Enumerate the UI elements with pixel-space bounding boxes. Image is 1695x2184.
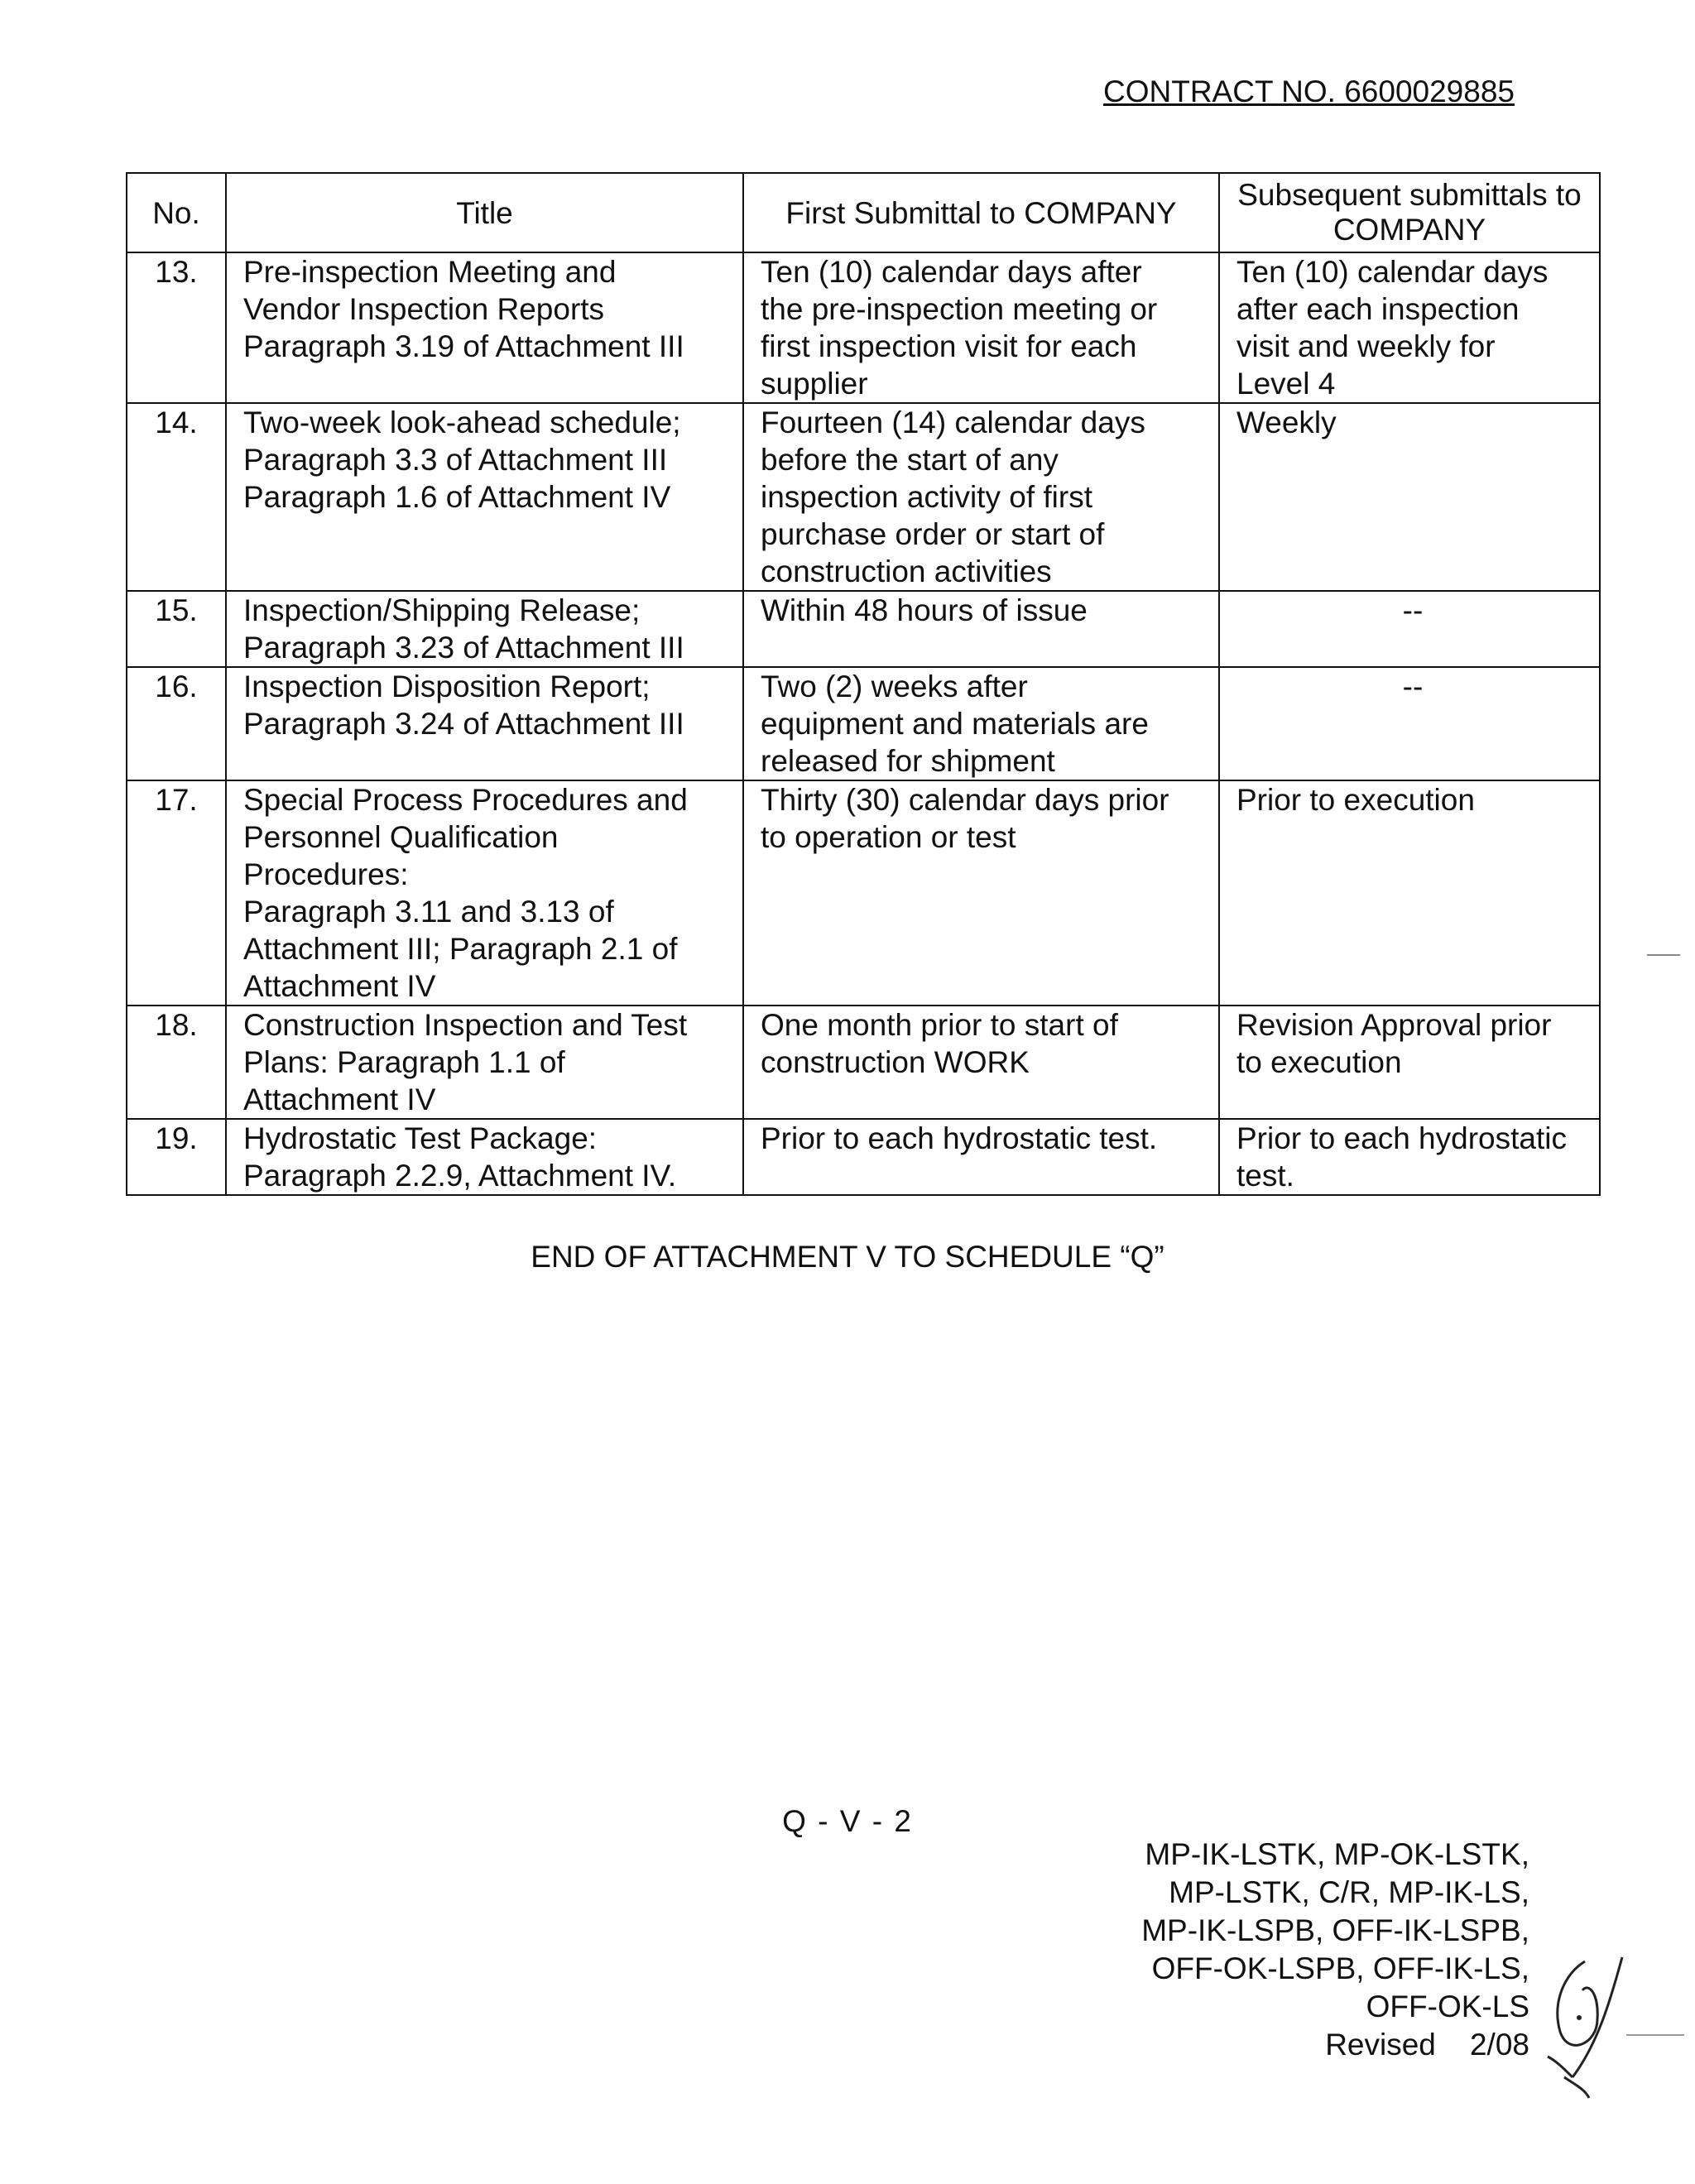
table-header xyxy=(127,173,1600,252)
margin-dash-mark xyxy=(1647,954,1680,956)
subsequent-submittal-line: Prior to execution xyxy=(1236,783,1475,817)
row-subsequent-submittals xyxy=(1219,403,1600,591)
row-title-line: Two-week look-ahead schedule; xyxy=(243,406,681,439)
row-first-submittal xyxy=(743,591,1219,667)
row-first-submittal xyxy=(743,1119,1219,1195)
footer-code-line: MP-IK-LSTK, MP-OK-LSTK, xyxy=(1145,1837,1529,1871)
first-submittal-line: Ten (10) calendar days after xyxy=(761,255,1142,289)
first-submittal-line: construction activities xyxy=(761,554,1052,588)
subsequent-submittal-line: visit and weekly for xyxy=(1236,329,1496,363)
subsequent-submittal-line: Ten (10) calendar days xyxy=(1236,255,1549,289)
first-submittal-line: Two (2) weeks after xyxy=(761,670,1028,703)
column-header-title: Title xyxy=(226,173,743,252)
row-title-line: Attachment IV xyxy=(243,1082,436,1116)
row-subsequent-submittals xyxy=(1219,1006,1600,1119)
column-header-subsequent-submittals: Subsequent submittals to COMPANY xyxy=(1219,173,1600,252)
footer-codes xyxy=(1141,1836,1529,2064)
header-row xyxy=(127,173,1600,252)
table-row xyxy=(127,591,1600,667)
row-title-line: Attachment IV xyxy=(243,969,436,1003)
row-title-line: Paragraph 3.3 of Attachment III xyxy=(243,443,668,477)
page-number: Q - V - 2 xyxy=(782,1804,913,1838)
table-row xyxy=(127,403,1600,591)
first-submittal-line: Prior to each hydrostatic test. xyxy=(761,1121,1158,1155)
row-first-submittal xyxy=(743,667,1219,780)
table-row xyxy=(127,1006,1600,1119)
row-title-line: Procedures: xyxy=(243,857,409,891)
first-submittal-line: One month prior to start of xyxy=(761,1008,1118,1042)
row-title-line: Inspection/Shipping Release; xyxy=(243,593,641,627)
row-number: 18. xyxy=(127,1006,226,1119)
first-submittal-line: released for shipment xyxy=(761,744,1055,778)
footer-code-line: MP-IK-LSPB, OFF-IK-LSPB, xyxy=(1141,1913,1529,1947)
row-title-line: Plans: Paragraph 1.1 of xyxy=(243,1045,565,1079)
row-title-line: Paragraph 3.19 of Attachment III xyxy=(243,329,684,363)
row-first-submittal xyxy=(743,780,1219,1006)
row-title-line: Paragraph 3.23 of Attachment III xyxy=(243,631,684,665)
row-title xyxy=(226,667,743,780)
row-title-line: Vendor Inspection Reports xyxy=(243,292,605,326)
row-title xyxy=(226,252,743,403)
row-first-submittal xyxy=(743,1006,1219,1119)
row-subsequent-submittals xyxy=(1219,780,1600,1006)
row-title xyxy=(226,1006,743,1119)
subsequent-submittal-line: Prior to each hydrostatic xyxy=(1236,1121,1567,1155)
subsequent-submittal-line: Level 4 xyxy=(1236,367,1336,401)
contract-number: CONTRACT NO. 6600029885 xyxy=(1103,74,1515,108)
first-submittal-line: construction WORK xyxy=(761,1045,1030,1079)
table-row xyxy=(127,252,1600,403)
row-number: 16. xyxy=(127,667,226,780)
first-submittal-line: supplier xyxy=(761,367,868,401)
subsequent-submittal-line: after each inspection xyxy=(1236,292,1520,326)
row-title-line: Paragraph 3.24 of Attachment III xyxy=(243,707,684,741)
first-submittal-line: inspection activity of first xyxy=(761,480,1092,514)
table-row xyxy=(127,1119,1600,1195)
first-submittal-line: Within 48 hours of issue xyxy=(761,593,1088,627)
row-number: 14. xyxy=(127,403,226,591)
first-submittal-line: before the start of any xyxy=(761,443,1059,477)
row-title-line: Construction Inspection and Test xyxy=(243,1008,688,1042)
table-row xyxy=(127,780,1600,1006)
footer-code-line: OFF-OK-LSPB, OFF-IK-LS, xyxy=(1151,1951,1529,1985)
row-number: 15. xyxy=(127,591,226,667)
column-header-first-submittal: First Submittal to COMPANY xyxy=(743,173,1219,252)
subsequent-submittal-line: Weekly xyxy=(1236,406,1337,439)
footer-code-line: MP-LSTK, C/R, MP-IK-LS, xyxy=(1169,1875,1529,1909)
row-subsequent-submittals xyxy=(1219,1119,1600,1195)
subsequent-submittal-line: -- xyxy=(1402,593,1424,627)
first-submittal-line: the pre-inspection meeting or xyxy=(761,292,1158,326)
first-submittal-line: first inspection visit for each xyxy=(761,329,1137,363)
first-submittal-line: Thirty (30) calendar days prior xyxy=(761,783,1169,817)
row-title-line: Attachment III; Paragraph 2.1 of xyxy=(243,932,678,966)
subsequent-submittal-line: test. xyxy=(1236,1159,1294,1193)
row-title xyxy=(226,1119,743,1195)
subsequent-submittal-line: -- xyxy=(1402,670,1424,703)
first-submittal-line: to operation or test xyxy=(761,820,1016,854)
row-title-line: Paragraph 3.11 and 3.13 of xyxy=(243,895,614,929)
column-header-no: No. xyxy=(127,173,226,252)
margin-dash-mark xyxy=(1626,2034,1684,2036)
row-first-submittal xyxy=(743,403,1219,591)
row-subsequent-submittals xyxy=(1219,667,1600,780)
row-number: 19. xyxy=(127,1119,226,1195)
end-of-attachment-note: END OF ATTACHMENT V TO SCHEDULE “Q” xyxy=(531,1240,1164,1274)
row-title xyxy=(226,591,743,667)
row-title-line: Hydrostatic Test Package: xyxy=(243,1121,598,1155)
subsequent-submittal-line: Revision Approval prior xyxy=(1236,1008,1552,1042)
first-submittal-line: equipment and materials are xyxy=(761,707,1149,741)
row-title xyxy=(226,403,743,591)
first-submittal-line: Fourteen (14) calendar days xyxy=(761,406,1145,439)
table-row xyxy=(127,667,1600,780)
row-title-line: Pre-inspection Meeting and xyxy=(243,255,617,289)
row-title-line: Paragraph 2.2.9, Attachment IV. xyxy=(243,1159,677,1193)
submittal-schedule-table xyxy=(126,172,1601,1196)
row-number: 17. xyxy=(127,780,226,1006)
row-first-submittal xyxy=(743,252,1219,403)
row-title-line: Inspection Disposition Report; xyxy=(243,670,651,703)
row-title xyxy=(226,780,743,1006)
row-subsequent-submittals xyxy=(1219,591,1600,667)
footer-code-line: OFF-OK-LS xyxy=(1366,1990,1529,2023)
row-title-line: Personnel Qualification xyxy=(243,820,559,854)
first-submittal-line: purchase order or start of xyxy=(761,517,1105,551)
subsequent-submittal-line: to execution xyxy=(1236,1045,1402,1079)
row-subsequent-submittals xyxy=(1219,252,1600,403)
row-title-line: Special Process Procedures and xyxy=(243,783,688,817)
handwritten-initials-signature xyxy=(1539,1953,1639,2102)
row-title-line: Paragraph 1.6 of Attachment IV xyxy=(243,480,671,514)
row-number: 13. xyxy=(127,252,226,403)
revision-date: Revised 2/08 xyxy=(1325,2028,1529,2062)
